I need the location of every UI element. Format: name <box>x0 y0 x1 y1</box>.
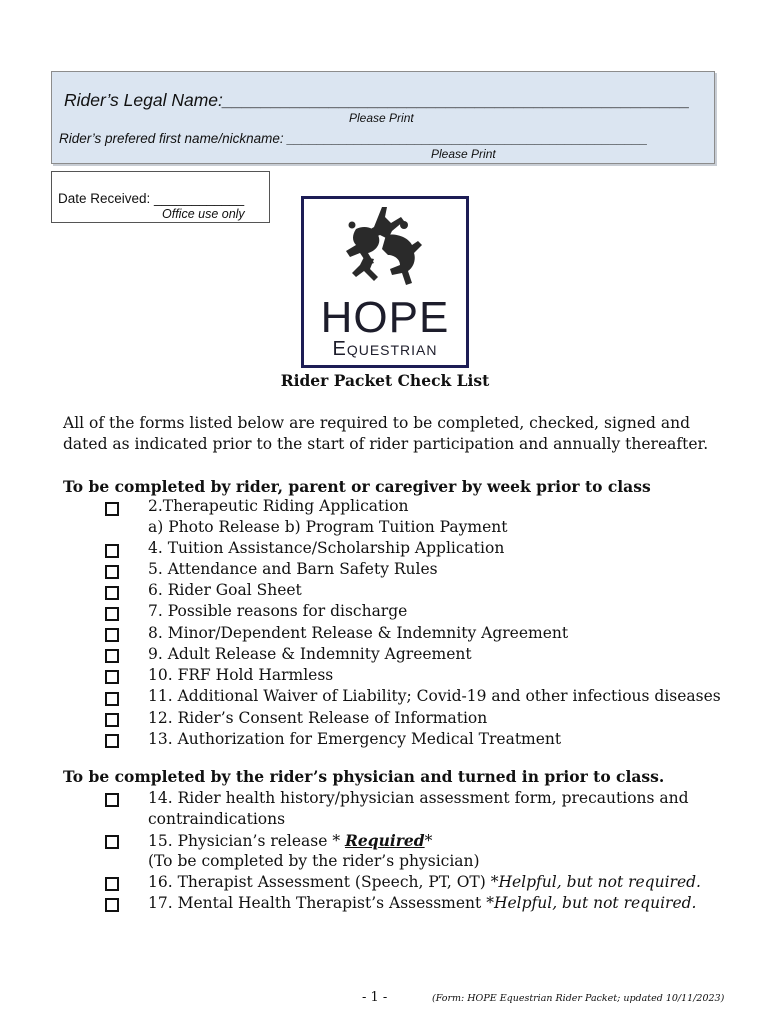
section1-heading: To be completed by rider, parent or caregiver by week prior to class <box>63 477 651 496</box>
intro-paragraph: All of the forms listed below are required to be completed, checked, signed and dated as indicated prior to the start of rider participation and annually thereafter. <box>63 414 709 453</box>
page-number: - 1 - <box>362 990 388 1005</box>
item17-note: *Helpful, but not required. <box>486 894 697 912</box>
list-item: 7. Possible reasons for discharge <box>148 602 408 620</box>
list-item: a) Photo Release b) Program Tuition Payment <box>148 518 508 536</box>
checkbox[interactable] <box>105 565 119 579</box>
item16-text: 16. Therapist Assessment (Speech, PT, OT) <box>148 873 491 891</box>
form-footer: (Form: HOPE Equestrian Rider Packet; updated 10/11/2023) <box>432 993 725 1004</box>
nickname-hint: Please Print <box>431 147 496 161</box>
page-title: Rider Packet Check List <box>280 371 490 390</box>
logo-subtitle: Equestrian <box>332 338 438 360</box>
list-item: 9. Adult Release & Indemnity Agreement <box>148 645 472 663</box>
list-item: 13. Authorization for Emergency Medical Treatment <box>148 730 562 748</box>
list-item: 4. Tuition Assistance/Scholarship Application <box>148 539 505 557</box>
checkbox[interactable] <box>105 692 119 706</box>
required-label: Required <box>345 831 425 850</box>
item15-suffix: * <box>424 832 433 850</box>
office-use-hint: Office use only <box>162 207 245 221</box>
section2-heading: To be completed by the rider’s physician and turned in prior to class. <box>63 767 665 786</box>
checkbox[interactable] <box>105 877 119 891</box>
checkbox[interactable] <box>105 586 119 600</box>
checkbox[interactable] <box>105 835 119 849</box>
list-item: 10. FRF Hold Harmless <box>148 666 334 684</box>
item17-text: 17. Mental Health Therapist’s Assessment <box>148 894 487 912</box>
item16-note: *Helpful, but not required. <box>490 873 701 891</box>
date-received-field[interactable]: Date Received: ____________ <box>58 191 245 206</box>
checkbox[interactable] <box>105 670 119 684</box>
checkbox[interactable] <box>105 607 119 621</box>
logo-name: HOPE <box>320 293 450 342</box>
list-item: 2.Therapeutic Riding Application <box>148 497 409 515</box>
nickname-field[interactable]: Rider’s prefered first name/nickname: ________________________________________________ <box>59 131 648 146</box>
checkbox[interactable] <box>105 649 119 663</box>
checkbox[interactable] <box>105 734 119 748</box>
checkbox[interactable] <box>105 793 119 807</box>
list-item-continuation: (To be completed by the rider’s physician) <box>148 852 480 870</box>
list-item: 14. Rider health history/physician assessment form, precautions and <box>148 789 689 807</box>
checkbox[interactable] <box>105 628 119 642</box>
item15-text: 15. Physician’s release * <box>148 832 346 850</box>
checkbox[interactable] <box>105 713 119 727</box>
list-item <box>148 894 696 912</box>
list-item <box>148 873 701 891</box>
list-item <box>148 831 432 850</box>
legal-name-field[interactable]: Rider’s Legal Name:________________________________________________ <box>64 90 691 110</box>
checkbox[interactable] <box>105 544 119 558</box>
legal-name-hint: Please Print <box>349 111 414 125</box>
list-item: 12. Rider’s Consent Release of Information <box>148 709 488 727</box>
checkbox[interactable] <box>105 502 119 516</box>
date-received-box <box>51 171 270 223</box>
list-item: 11. Additional Waiver of Liability; Covid-19 and other infectious diseases <box>148 687 721 705</box>
riders-figure-icon <box>342 205 428 295</box>
list-item: 5. Attendance and Barn Safety Rules <box>148 560 438 578</box>
list-item: 6. Rider Goal Sheet <box>148 581 302 599</box>
hope-equestrian-logo <box>301 196 469 368</box>
list-item: 8. Minor/Dependent Release & Indemnity Agreement <box>148 624 569 642</box>
list-item-continuation: contraindications <box>148 810 286 828</box>
rider-name-box <box>51 71 715 164</box>
checkbox[interactable] <box>105 898 119 912</box>
